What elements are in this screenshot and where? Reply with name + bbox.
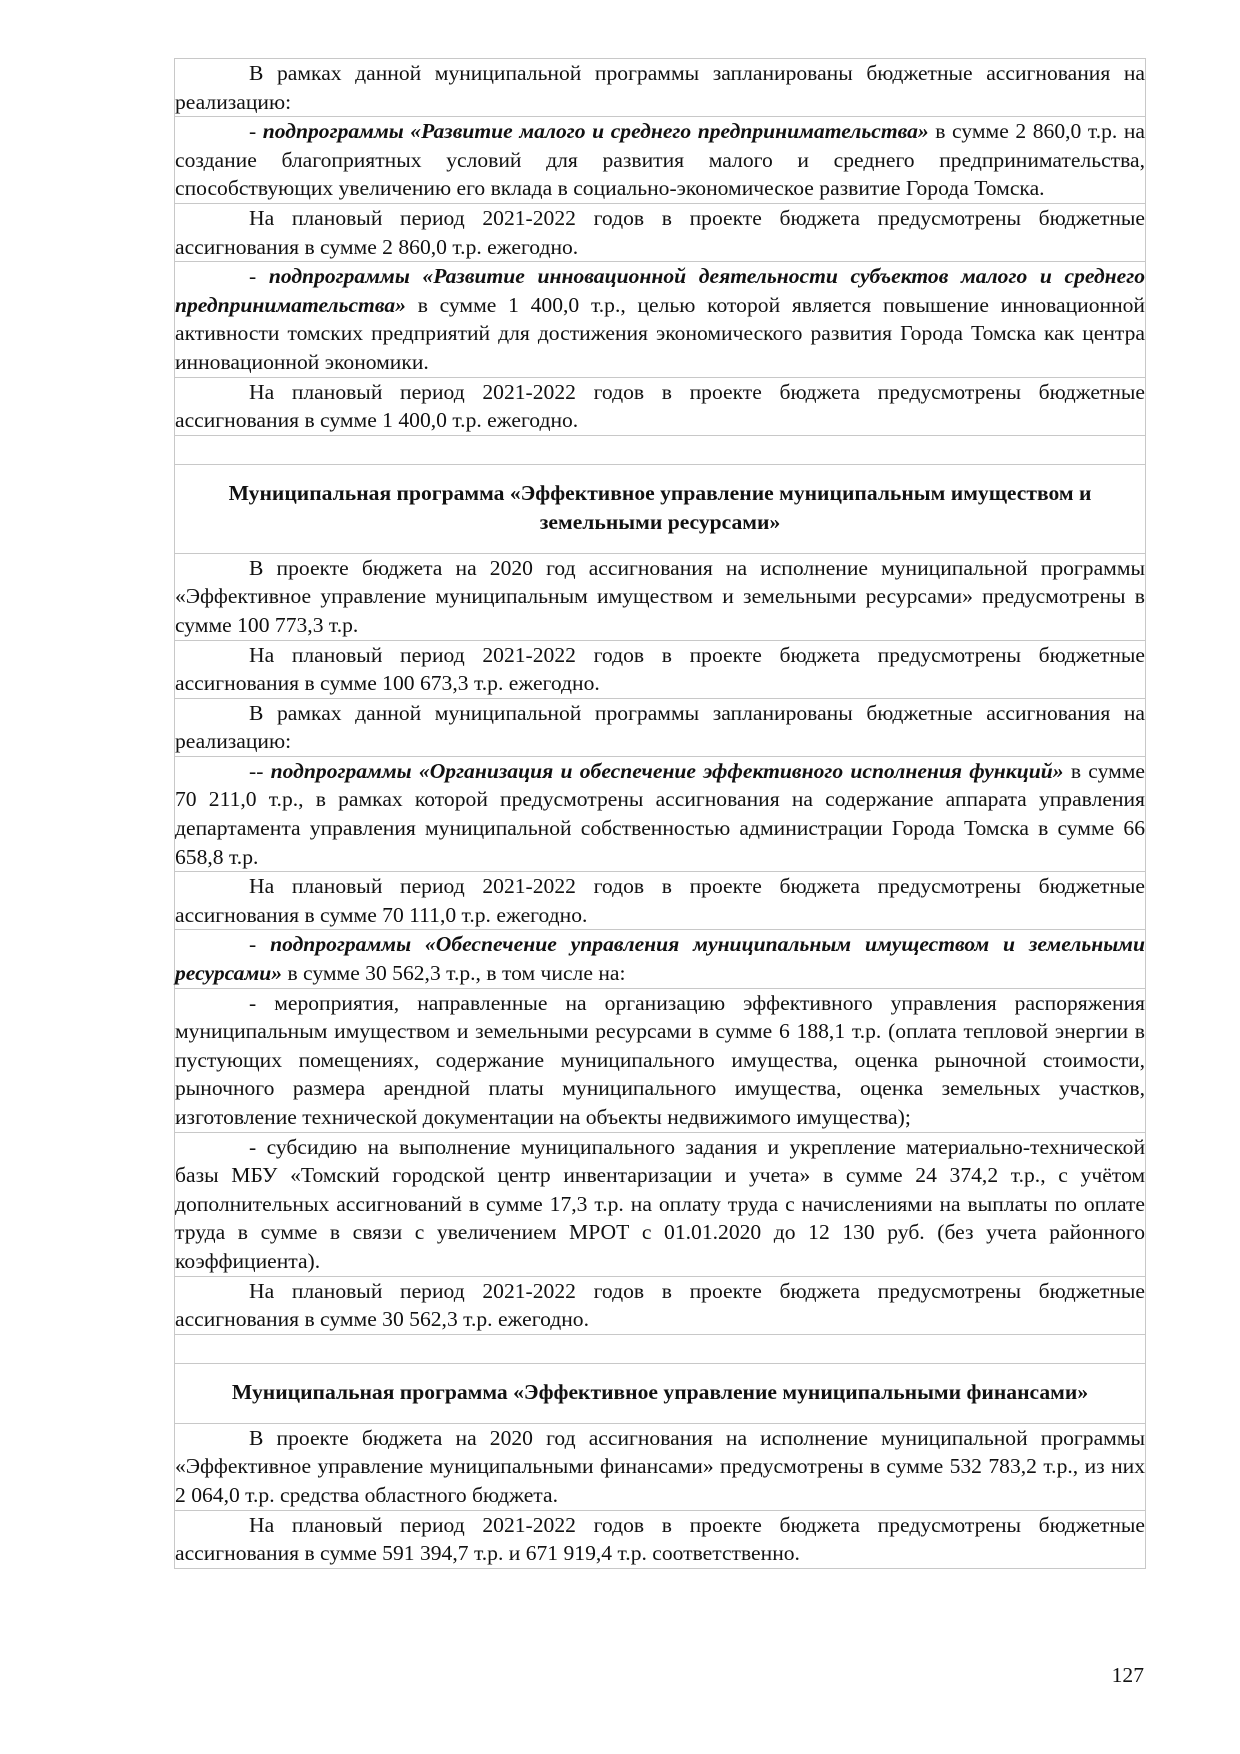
paragraph: На плановый период 2021-2022 годов в проекте бюджета предусмотрены бюджетные ассигнования в сумме 2 860,0 т.р. ежегодно. xyxy=(175,204,1145,262)
paragraph: На плановый период 2021-2022 годов в проекте бюджета предусмотрены бюджетные ассигнования в сумме 591 394,7 т.р. и 671 919,4 т.р. соответственно. xyxy=(175,1511,1145,1569)
subprogram-title: подпрограммы «Организация и обеспечение эффективного исполнения функций» xyxy=(270,758,1064,783)
paragraph xyxy=(175,930,1145,988)
paragraph: В проекте бюджета на 2020 год ассигнования на исполнение муниципальной программы «Эффективное управление муниципальными финансами» предусмотрены в сумме 532 783,2 т.р., из них 2 064,0 т.р. средства областного бюджета. xyxy=(175,1424,1145,1511)
paragraph: В проекте бюджета на 2020 год ассигнования на исполнение муниципальной программы «Эффективное управление муниципальным имуществом и земельными ресурсами» предусмотрены в сумме 100 773,3 т.р. xyxy=(175,554,1145,641)
page-number: 127 xyxy=(1111,1663,1144,1687)
paragraph xyxy=(175,117,1145,204)
spacer xyxy=(175,436,1145,465)
paragraph-text: в сумме 70 211,0 т.р., в рамках которой предусмотрены ассигнования на содержание аппарата управления департамента управления муниципальной собственностью администрации Города Томска в сумме 66 658,8 т.р. xyxy=(175,758,1146,869)
list-dash: -- xyxy=(249,758,271,783)
subprogram-title: подпрограммы «Развитие малого и среднего предпринимательства» xyxy=(262,119,929,144)
document-body xyxy=(174,58,1146,1569)
list-dash: - xyxy=(249,119,263,144)
list-item: - субсидию на выполнение муниципального задания и укрепление материально-технической базы МБУ «Томский городской центр инвентаризации и учета» в сумме 24 374,2 т.р., с учётом дополнительных ассигнований в сумме 17,3 т.р. на оплату труда с начислениями на выплаты по оплате труда в сумме в связи с увеличением МРОТ с 01.01.2020 до 12 130 руб. (без учета районного коэффициента). xyxy=(175,1133,1145,1277)
subprogram-title: подпрограммы «Развитие инновационной деятельности субъектов малого и среднего предпринимательства» xyxy=(175,264,1145,317)
paragraph-text: в сумме 1 400,0 т.р., целью которой является повышение инновационной активности томских предприятий для достижения экономического развития Города Томска как центра инновационной экономики. xyxy=(175,292,1145,374)
paragraph: В рамках данной муниципальной программы запланированы бюджетные ассигнования на реализацию: xyxy=(175,699,1145,757)
paragraph: На плановый период 2021-2022 годов в проекте бюджета предусмотрены бюджетные ассигнования в сумме 1 400,0 т.р. ежегодно. xyxy=(175,378,1145,436)
spacer xyxy=(175,1335,1145,1364)
list-dash: - xyxy=(249,932,271,957)
list-item: - мероприятия, направленные на организацию эффективного управления распоряжения муниципальным имуществом и земельными ресурсами в сумме 6 188,1 т.р. (оплата тепловой энергии в пустующих помещениях, содержание муниципального имущества, оценка рыночной стоимости, рыночного размера арендной платы муниципального имущества, оценка земельных участков, изготовление технической документации на объекты недвижимого имущества); xyxy=(175,989,1145,1133)
paragraph: В рамках данной муниципальной программы запланированы бюджетные ассигнования на реализацию: xyxy=(175,58,1145,117)
subprogram-title: подпрограммы «Обеспечение управления муниципальным имуществом и земельными ресурсами» xyxy=(175,932,1145,986)
paragraph xyxy=(175,262,1145,377)
paragraph xyxy=(175,757,1145,872)
paragraph: На плановый период 2021-2022 годов в проекте бюджета предусмотрены бюджетные ассигнования в сумме 30 562,3 т.р. ежегодно. xyxy=(175,1277,1145,1335)
paragraph-text: в сумме 30 562,3 т.р., в том числе на: xyxy=(282,961,626,986)
paragraph-text: в сумме 2 860,0 т.р. на создание благоприятных условий для развития малого и среднего предпринимательства, способствующих увеличению его вклада в социально-экономическое развитие Города Томска. xyxy=(175,119,1145,201)
section-heading: Муниципальная программа «Эффективное управление муниципальными финансами» xyxy=(175,1364,1145,1424)
paragraph: На плановый период 2021-2022 годов в проекте бюджета предусмотрены бюджетные ассигнования в сумме 70 111,0 т.р. ежегодно. xyxy=(175,872,1145,930)
paragraph: На плановый период 2021-2022 годов в проекте бюджета предусмотрены бюджетные ассигнования в сумме 100 673,3 т.р. ежегодно. xyxy=(175,641,1145,699)
section-heading: Муниципальная программа «Эффективное управление муниципальным имуществом и земельными ресурсами» xyxy=(175,465,1145,554)
list-dash: - xyxy=(249,264,269,289)
